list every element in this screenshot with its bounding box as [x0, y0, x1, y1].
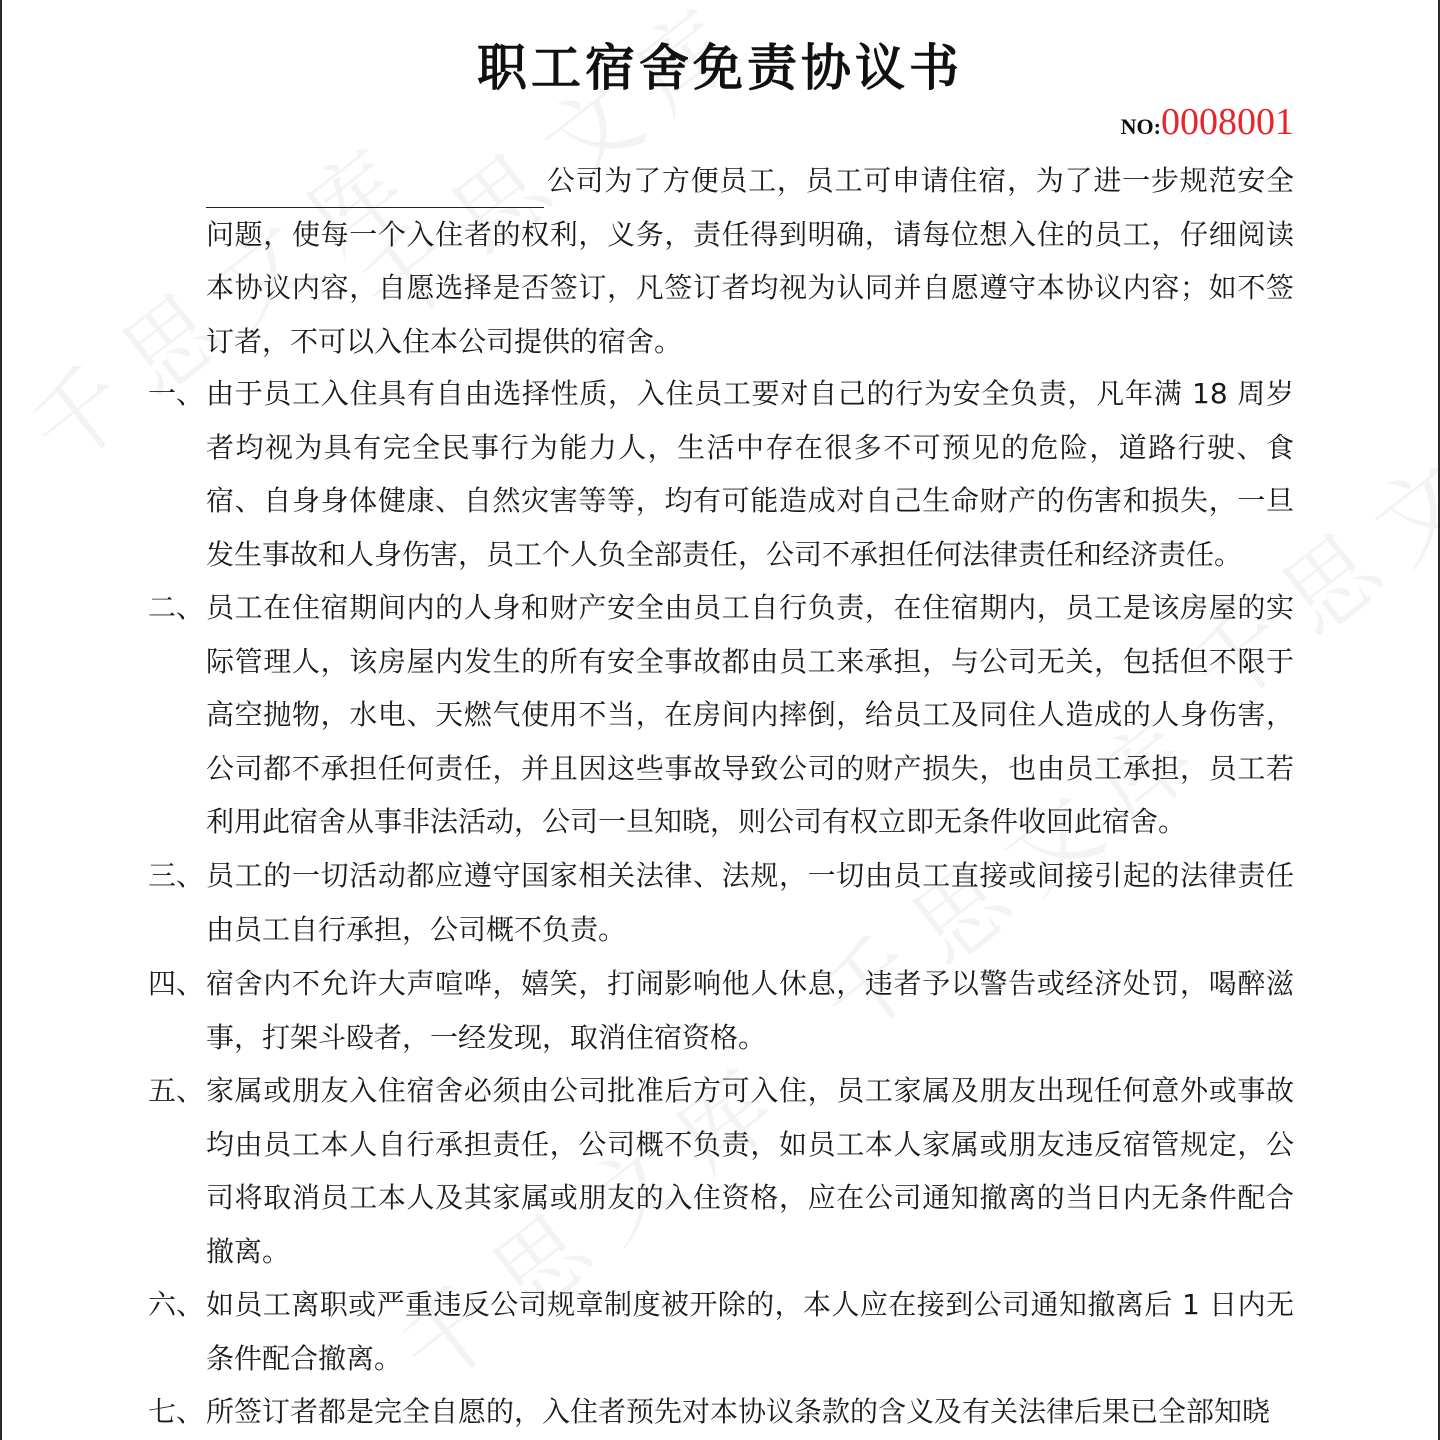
clause-text: 如员工离职或严重违反公司规章制度被开除的，本人应在接到公司通知撤离后 1 日内无条件配合撤离。 [206, 1288, 1294, 1375]
clause-4 [148, 957, 1294, 1064]
serial-number: 0008001 [1161, 101, 1294, 143]
clause-text: 所签订者都是完全自愿的，入住者预先对本协议条款的含义及有关法律后果已全部知晓 [206, 1395, 1271, 1428]
clause-5 [148, 1064, 1294, 1278]
clause-text: 员工在住宿期间内的人身和财产安全由员工自行负责，在住宿期内，员工是该房屋的实际管理人，该房屋内发生的所有安全事故都由员工来承担，与公司无关，包括但不限于高空抛物，水电、天燃气使用不当，在房间内摔倒，给员工及同住人造成的人身伤害，公司都不承担任何责任，并且因这些事故导致公司的财产损失，也由员工承担，员工若利用此宿舍从事非法活动，公司一旦知晓，则公司有权立即无条件收回此宿舍。 [206, 591, 1294, 838]
serial-number-line [1121, 100, 1294, 144]
intro-paragraph [206, 154, 1294, 368]
company-name-blank[interactable] [206, 167, 544, 208]
clause-3 [148, 849, 1294, 956]
clause-text: 宿舍内不允许大声喧哗，嬉笑，打闹影响他人休息，违者予以警告或经济处罚，喝醉滋事，打架斗殴者，一经发现，取消住宿资格。 [206, 967, 1294, 1054]
page-border-left [0, 0, 2, 1440]
clause-1 [148, 367, 1294, 581]
clause-text: 由于员工入住具有自由选择性质，入住员工要对自己的行为安全负责，凡年满 18 周岁者均视为具有完全民事行为能力人，生活中存在很多不可预见的危险，道路行驶、食宿、自身身体健康、自然灾害等等，均有可能造成对自己生命财产的伤害和损失，一旦发生事故和人身伤害，员工个人负全部责任，公司不承担任何法律责任和经济责任。 [206, 377, 1294, 571]
clause-text: 员工的一切活动都应遵守国家相关法律、法规，一切由员工直接或间接引起的法律责任由员工自行承担，公司概不负责。 [206, 859, 1294, 946]
clause-6 [148, 1278, 1294, 1385]
document-title: 职工宿舍免责协议书 [477, 38, 963, 97]
clause-number: 五、 [148, 1074, 205, 1107]
clause-7 [148, 1385, 1294, 1439]
clause-number: 六、 [148, 1288, 205, 1321]
clause-number: 二、 [148, 591, 205, 624]
clause-2 [148, 581, 1294, 849]
clause-number: 一、 [148, 377, 205, 410]
clause-text: 家属或朋友入住宿舍必须由公司批准后方可入住，员工家属及朋友出现任何意外或事故均由员工本人自行承担责任，公司概不负责，如员工本人家属或朋友违反宿管规定，公司将取消员工本人及其家属或朋友的入住资格，应在公司通知撤离的当日内无条件配合撤离。 [206, 1074, 1294, 1268]
clause-number: 七、 [148, 1395, 205, 1428]
clause-number: 四、 [148, 967, 205, 1000]
intro-text: 公司为了方便员工，员工可申请住宿，为了进一步规范安全问题，使每一个入住者的权利，义务，责任得到明确，请每位想入住的员工，仔细阅读本协议内容，自愿选择是否签订，凡签订者均视为认同并自愿遵守本协议内容；如不签订者，不可以入住本公司提供的宿舍。 [206, 164, 1294, 358]
serial-label: NO: [1120, 114, 1161, 139]
clause-number: 三、 [148, 859, 205, 892]
